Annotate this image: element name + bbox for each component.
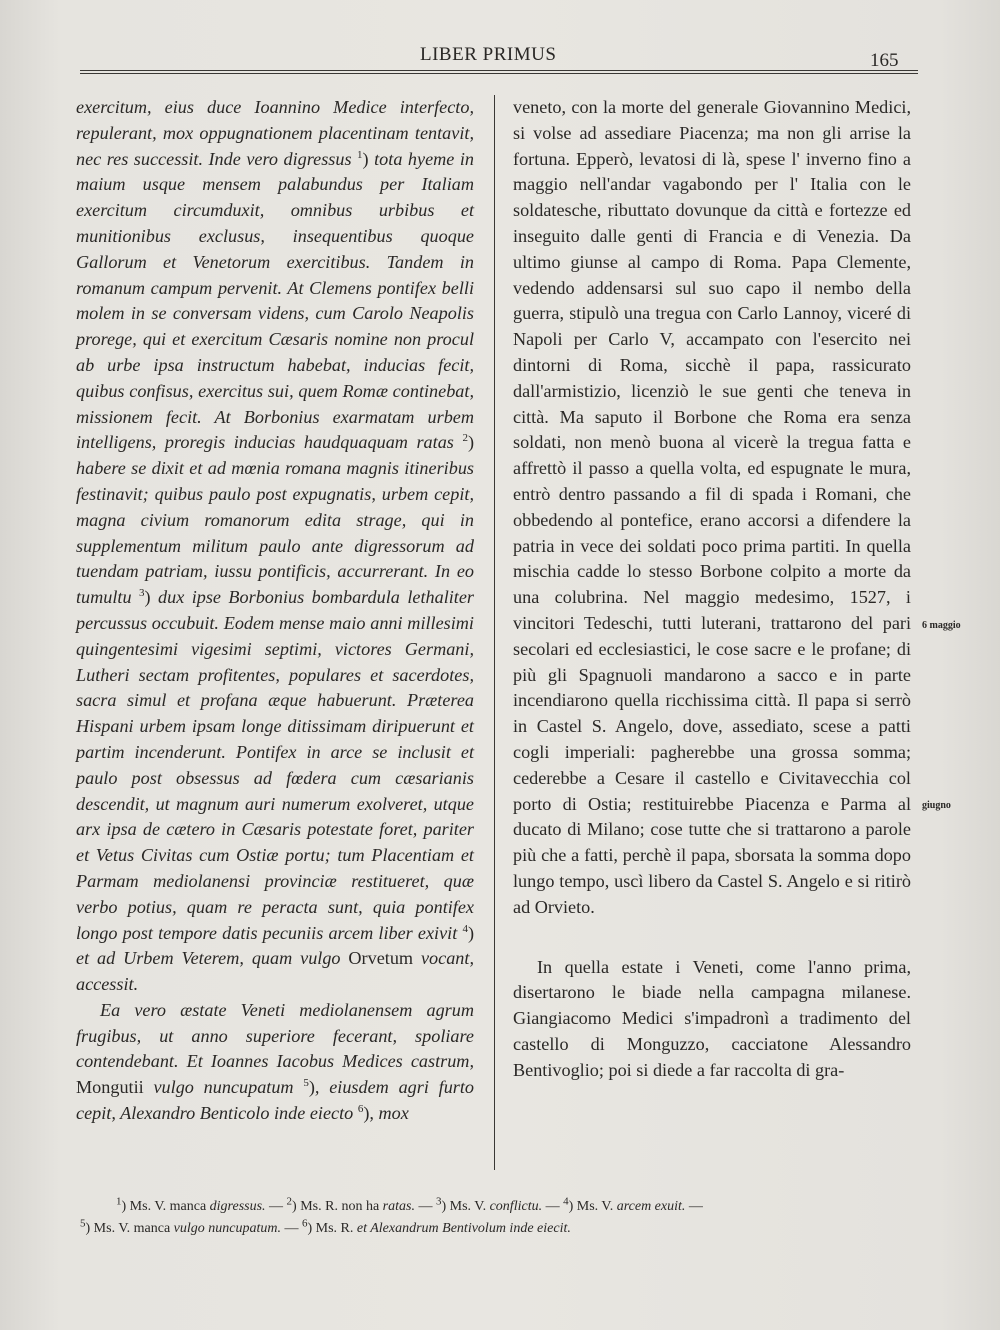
footnote-line-1: $^1$) Ms. V. manca digressus. — $^2$) Ms. R. non ha ratas. — $^3$) Ms. V. conflictu. — $^4$) Ms. V. arcem exuit. — (116, 1195, 703, 1214)
upright-word: Orvetum (348, 948, 414, 969)
italian-column (513, 95, 911, 1083)
footnote-ref-4: 4 (462, 922, 468, 935)
latin-paragraph-1: exercitum, eius duce Ioannino Medice interfecto, repulerant, mox oppugnationem placentinam tentavit, nec res successit. Inde vero digressus $^1$) tota hyeme in maium usque mensem palabundus per Italiam exercitum circumduxit, omnibus urbibus et munitionibus exclusus, insequentibus quoque Gallorum et Venetorum exercitibus. Tandem in romanum campum pervenit. At Clemens pontifex belli molem in se conversam videns, cum Carolo Neapolis prorege, qui et exercitum Cæsaris nomine non procul ab urbe ipsa instructum habebat, inducias fecit, quibus confisus, exercitus sui, quem Romæ continebat, missionem fecit. At Borbonius exarmatam urbem intelligens, proregis inducias haudquaquam ratas $^2$) habere se dixit et ad mœnia romana magnis itineribus festinavit; quibus paulo post expugnatis, urbem cepit, magna civium romanorum edita strage, qui in supplementum militum paulo ante digressorum ad tuendam patriam, iussu pontificis, accurrerant. In eo tumultu $^3$) dux ipse Borbonius bombardula lethaliter percussus occubuit. Eodem mense maio anni millesimi quingentesimi vigesimi septimi, victores Germani, Lutheri sectam profitentes, populares et sacerdotes, sacra simul et profana æque habuerunt. Præterea Hispani urbem ipsam longe ditissimam diripuerunt et partim incenderunt. Pontifex in arce se inclusit et paulo post obsessus ad fœdera cum cæsarianis descendit, ut magnum auri numerum exolveret, utque arx ipsa de cætero in Cæsaris potestate foret, pariter et Vetus Civitas cum Ostiæ portu; tum Placentiam et Parmam mediolanensi provinciæ restitueret, quæ verbo potius, quam re peracta sunt, quia pontifex longo post tempore datis pecuniis arcem liber exivit $^4$) et ad Urbem Veterem, quam vulgo Orvetum vocant, accessit. (76, 97, 475, 995)
running-head: LIBER PRIMUS (420, 44, 557, 65)
footnote-ref-2: 2 (462, 432, 468, 445)
margin-note-month: giugno (922, 800, 951, 811)
latin-paragraph-2: Ea vero æstate Veneti mediolanensem agrum frugibus, ut anno superiore fecerant, spoliare contendebant. Et Ioannes Iacobus Medices castrum, Mongutii vulgo nuncupatum $^5$), eiusdem agri furto cepit, Alexandro Benticolo inde eiecto $^6$), mox (76, 999, 475, 1124)
footnote-ref-5: 5 (303, 1077, 309, 1090)
margin-note-date: 6 maggio (922, 620, 961, 631)
header-rule-double (80, 73, 918, 74)
header-rule (80, 70, 918, 71)
footnotes (80, 1196, 920, 1240)
footnote-ref-1: 1 (357, 148, 363, 161)
page-number: 165 (870, 50, 899, 71)
upright-word: Mongutii (76, 1077, 144, 1098)
italian-paragraph-2: In quella estate i Veneti, come l'anno prima, disertarono le biade nella campagna milanese. Giangiacomo Medici s'impadronì a tradimento del castello di Monguzzo, cacciatone Alessandro Bentivoglio; poi si diede a far raccolta di gra- (513, 956, 911, 1080)
italian-paragraph-1: veneto, con la morte del generale Giovannino Medici, si volse ad assediare Piacenza; ma non gli arrise la fortuna. Epperò, levatosi di là, spese l' inverno fino a maggio nell'andar vagabondo per l' Italia con le soldatesche, ributtato dovunque da città e fortezze ed inseguito dalle genti di Francia e di Venezia. Da ultimo giunse al campo di Roma. Papa Clemente, vedendo addensarsi sul suo capo il nembo della guerra, stipulò una tregua con Carlo Lannoy, viceré di Napoli per Carlo V, accampato con l'esercito nei dintorni di Roma, sicchè il papa, rassicurato dall'armistizio, licenziò le sue genti che teneva in città. Ma saputo il Borbone che Roma era senza soldati, non menò buona al vicerè la tregua fatta e affrettò il passo a quella volta, ed espugnate le mura, entrò dentro passando a fil di spada i Romani, che obbedendo al pontefice, erano accorsi a difendere la patria in vece dei soldati poco prima partiti. In quella mischia cadde lo stesso Borbone colpito a morte da una colubrina. Nel maggio medesimo, 1527, i vincitori Tedeschi, tutti luterani, trattarono del pari secolari ed ecclesiastici, le cose sacre e le profane; di più gli Spagnuoli mandarono a sacco e in parte incendiarono quella ricchissima città. Il papa si serrò in Castel S. Angelo, dove, assediato, scese a patti cogli imperiali: pagherebbe una grossa somma; cederebbe a Cesare il castello e Civitavecchia col porto di Ostia; restituirebbe Piacenza e Parma al ducato di Milano; cose tutte che si trattarono a parole più che a fatti, perchè il papa, sborsata la somma dopo lungo tempo, uscì libero da Castel S. Angelo e si ritirò ad Orvieto. (513, 97, 911, 917)
footnote-line-2: $^5$) Ms. V. manca vulgo nuncupatum. — $^6$) Ms. R. et Alexandrum Bentivolum inde eiecit. (80, 1217, 571, 1236)
footnote-ref-6: 6 (357, 1103, 364, 1116)
column-divider (494, 95, 495, 1170)
latin-column (76, 95, 474, 1127)
footnote-ref-3: 3 (139, 587, 145, 600)
